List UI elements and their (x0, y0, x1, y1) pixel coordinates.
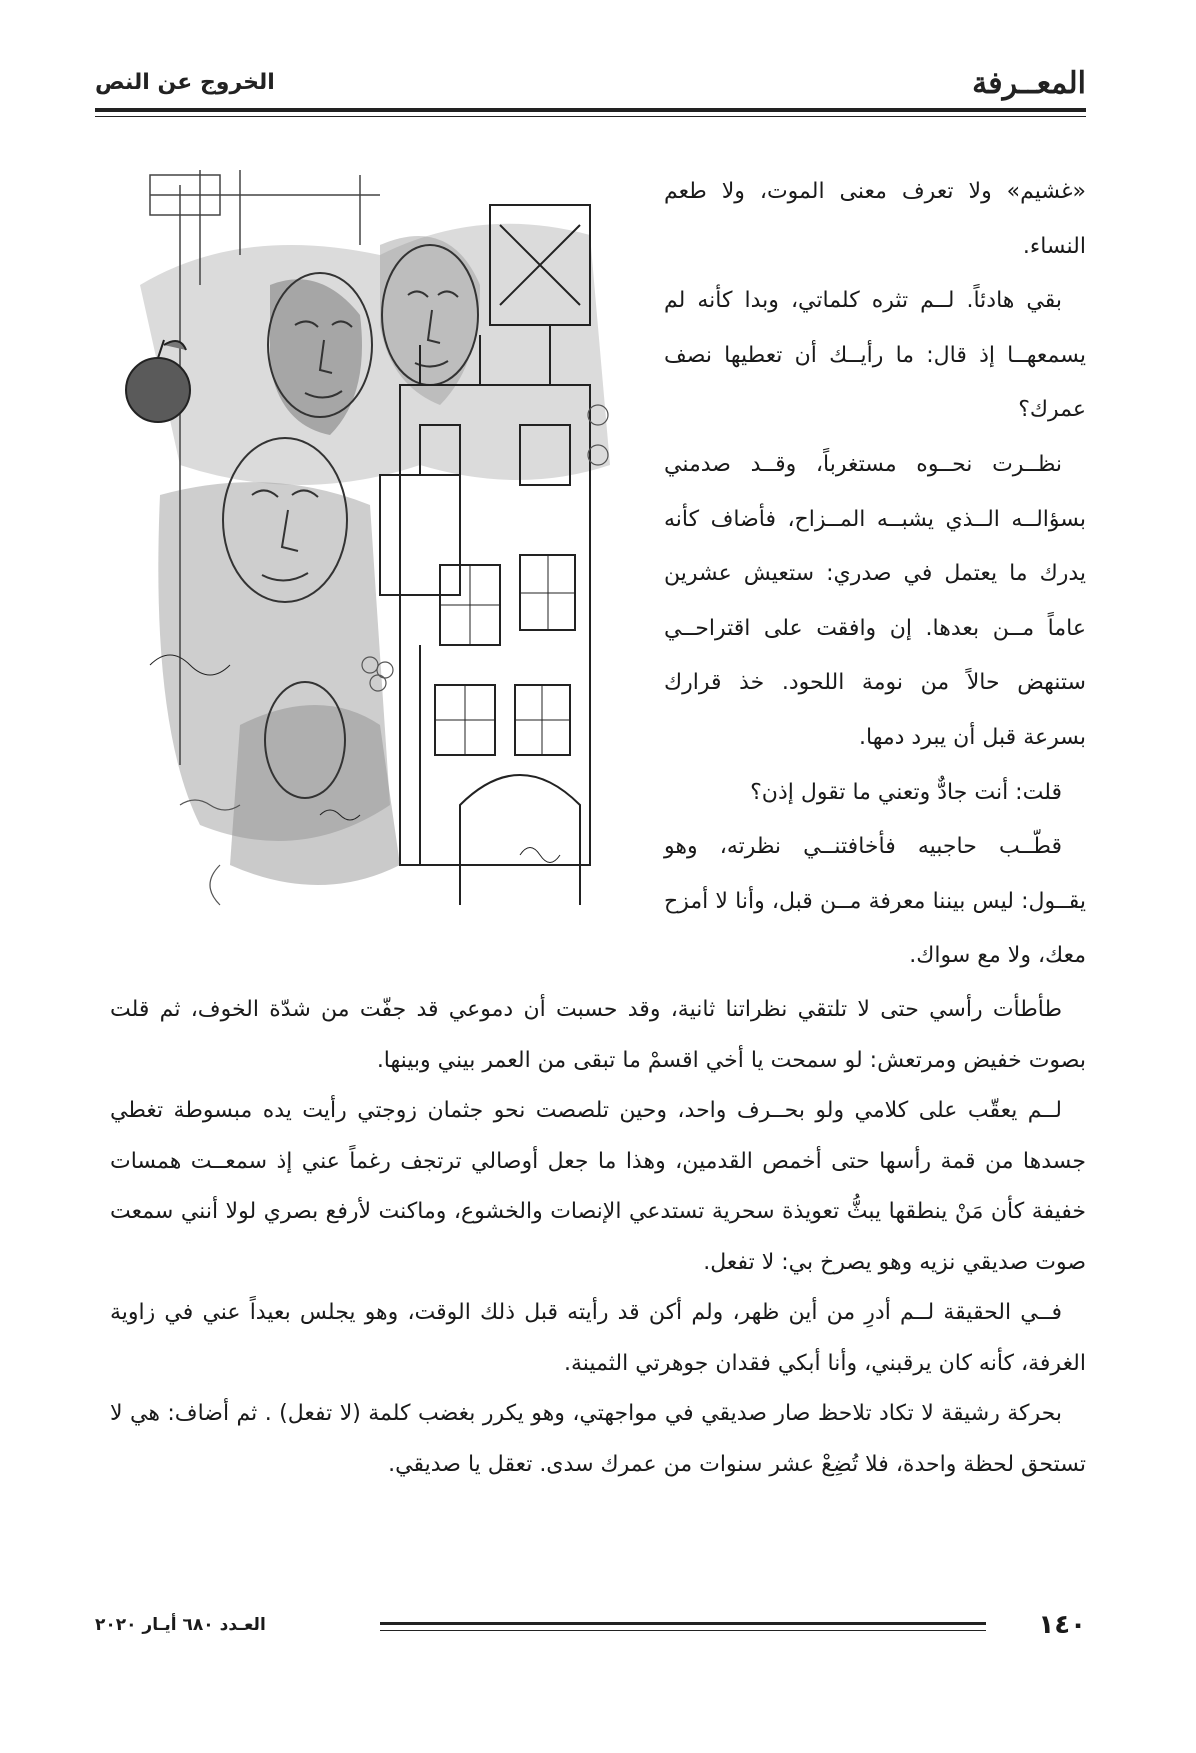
footer-rule (380, 1622, 986, 1625)
paragraph: فــي الحقيقة لــم أدرِ من أين ظهر، ولم أكن قد رأيته قبل ذلك الوقت، وهو يجلس بعيداً عني في زاوية الغرفة، كأنه كان يرقبني، وأنا أبكي فقدان جوهرتي الثمينة. (110, 1300, 1086, 1376)
paragraph: نظــرت نحــوه مستغرباً، وقــد صدمني بسؤالــه الــذي يشبــه المــزاح، فأضاف كأنه يدرك ما يعتمل في صدري: ستعيش عشرين عاماً مــن بعدها. إن وافقت على اقتراحــي ستنهض حالاً من نومة اللحود. خذ قرارك بسرعة قبل أن يبرد دمها. (664, 451, 1086, 750)
paragraph: بقي هادئاً. لــم تثره كلماتي، وبدا كأنه لم يسمعهــا إذ قال: ما رأيــك أن تعطيها نصف عمرك؟ (664, 288, 1086, 423)
paragraph: قطّــب حاجبيه فأخافتنــي نظرته، وهو يقــول: ليس بيننا معرفة مــن قبل، وأنا لا أمزح معك، ولا مع سواك. (664, 834, 1086, 969)
narrow-text-column (664, 165, 1086, 984)
paragraph: لــم يعقّب على كلامي ولو بحــرف واحد، وحين تلصصت نحو جثمان زوجتي رأيت يده مبسوطة تغطي جسدها من قمة رأسها حتى أخمص القدمين، وهذا ما جعل أوصالي ترتجف رغماً عني إذ سمعــت همسات خفيفة كأن مَنْ ينطقها يبثُّ تعويذة سحرية تستدعي الإنصات والخشوع، وماكنت لأرفع بصري لولا أنني سمعت صوت صديقي نزيه وهو يصرخ بي: لا تفعل. (110, 1098, 1086, 1275)
paragraph: قلت: أنت جادٌّ وتعني ما تقول إذن؟ (750, 779, 1062, 805)
wide-text-block (110, 985, 1086, 1490)
header-rule-thin (95, 116, 1086, 117)
section-title: الخروج عن النص (95, 70, 275, 95)
ink-sketch-illustration (120, 165, 630, 935)
page-number: ١٤٠ (1038, 1610, 1086, 1640)
issue-info: العـدد ٦٨٠ أيـار ٢٠٢٠ (95, 1615, 266, 1635)
header-rule (95, 108, 1086, 112)
magazine-logo: المعــرفة (972, 66, 1086, 101)
paragraph: بحركة رشيقة لا تكاد تلاحظ صار صديقي في مواجهتي، وهو يكرر بغضب كلمة (لا تفعل) . ثم أضاف: هي لا تستحق لحظة واحدة، فلا تُضِعْ عشر سنوات من عمرك سدى. تعقل يا صديقي. (110, 1401, 1086, 1477)
paragraph: «غشيم» ولا تعرف معنى الموت، ولا طعم النساء. (664, 179, 1086, 259)
footer-rule-thin (380, 1630, 986, 1631)
paragraph: طأطأت رأسي حتى لا تلتقي نظراتنا ثانية، وقد حسبت أن دموعي قد جفّت من شدّة الخوف، ثم قلت بصوت خفيض ومرتعش: لو سمحت يا أخي اقسمْ ما تبقى من العمر بيني وبينها. (110, 997, 1086, 1073)
